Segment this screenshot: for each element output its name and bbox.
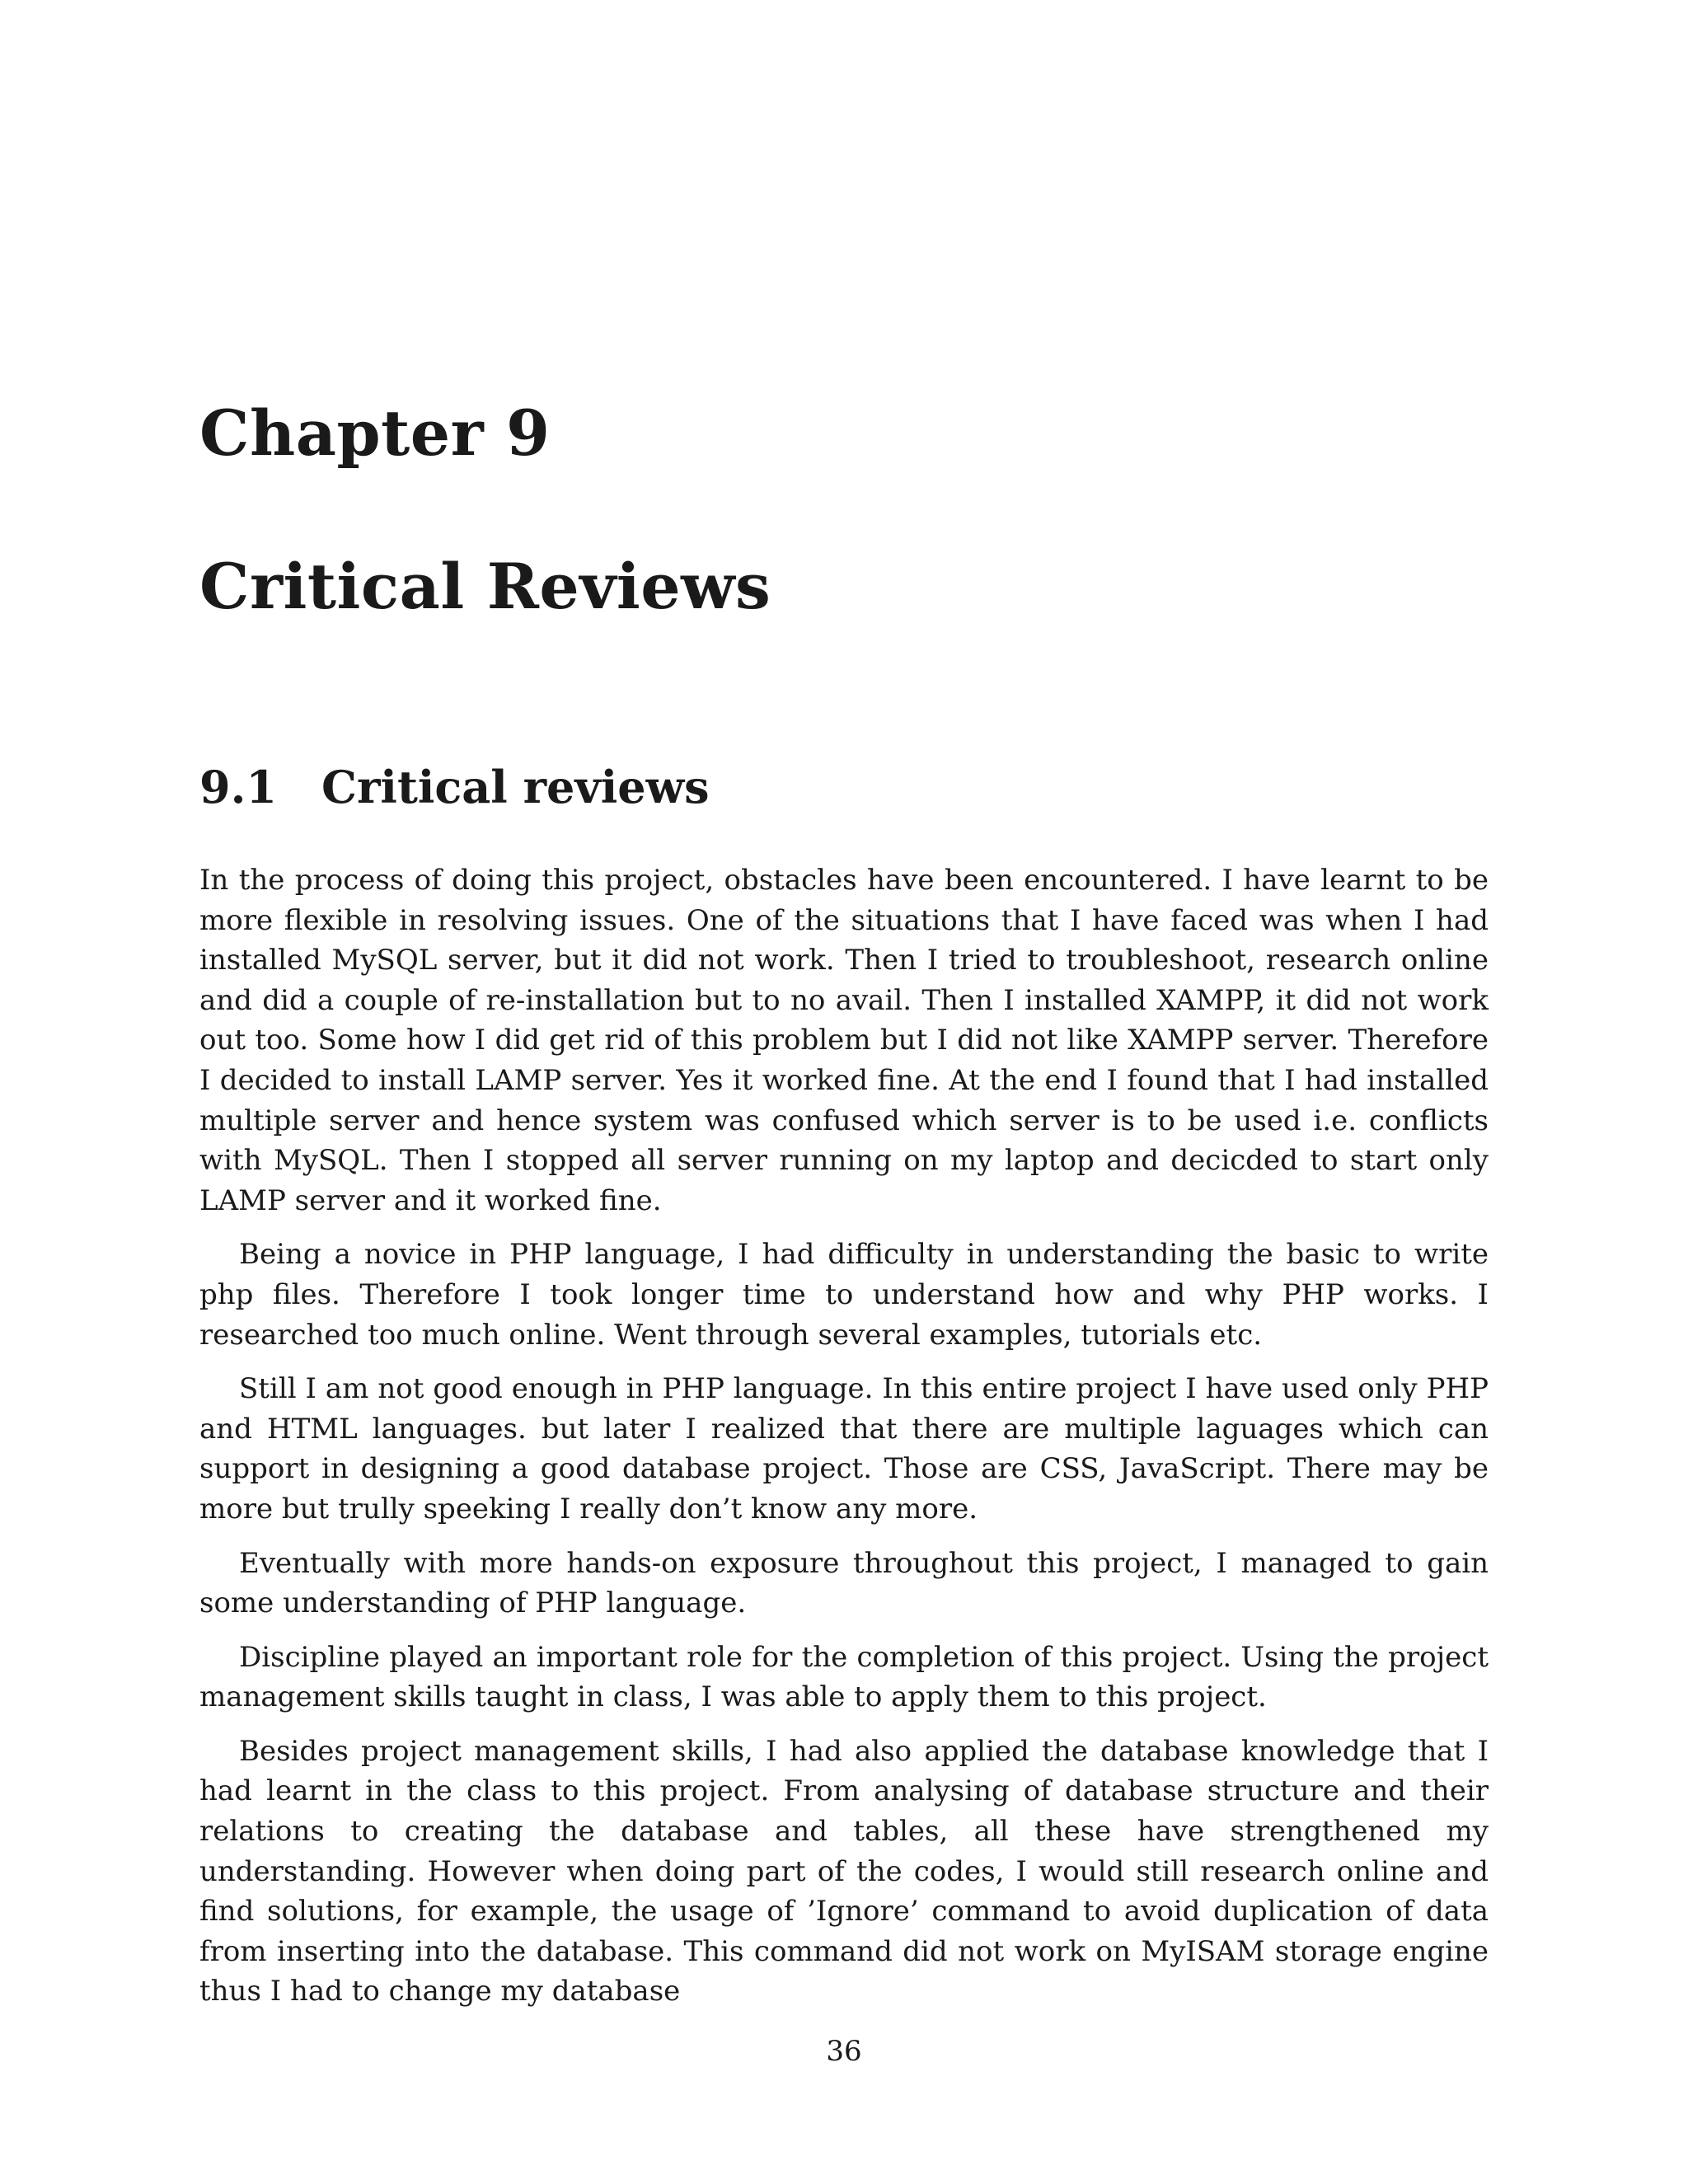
chapter-title: Critical Reviews <box>199 550 771 623</box>
paragraph-1: In the process of doing this project, obstacles have been encountered. I have learnt to be more flexible in resolving issues. One of the situations that I have faced was when I had installed MySQL server, but it did not work. Then I tried to troubleshoot, research online and did a couple of re-installation but to no avail. Then I installed XAMPP, it did not work out too. Some how I did get rid of this problem but I did not like XAMPP server. Therefore I decided to install LAMP server. Yes it worked fine. At the end I found that I had installed multiple server and hence system was confused which server is to be used i.e. conflicts with MySQL. Then I stopped all server running on my laptop and decicded to start only LAMP server and it worked fine. <box>199 864 1489 1217</box>
chapter-label: Chapter 9 <box>199 396 551 470</box>
body-text <box>199 860 1489 2026</box>
paragraph-5: Discipline played an important role for the completion of this project. Using the project management skills taught in class, I was able to apply them to this project. <box>199 1640 1489 1714</box>
section-title: Critical reviews <box>321 761 710 813</box>
paragraph-4: Eventually with more hands-on exposure throughout this project, I managed to gain some understanding of PHP language. <box>199 1546 1489 1620</box>
section-heading <box>199 761 710 813</box>
paragraph-3: Still I am not good enough in PHP language. In this entire project I have used only PHP and HTML languages. but later I realized that there are multiple laguages which can support in designing a good database project. Those are CSS, JavaScript. There may be more but trully speeking I really don’t know any more. <box>199 1372 1489 1526</box>
section-number: 9.1 <box>199 761 277 813</box>
paragraph-2: Being a novice in PHP language, I had difficulty in understanding the basic to write php files. Therefore I took longer time to understand how and why PHP works. I researched too much online. Went through several examples, tutorials etc. <box>199 1238 1489 1352</box>
page-number: 36 <box>826 2035 862 2068</box>
paragraph-6: Besides project management skills, I had also applied the database knowledge that I had learnt in the class to this project. From analysing of database structure and their relations to creating the database and tables, all these have strengthened my understanding. However when doing part of the codes, I would still research online and find solutions, for example, the usage of ’Ignore’ command to avoid duplication of data from inserting into the database. This command did not work on MyISAM storage engine thus I had to change my database <box>199 1734 1489 2008</box>
